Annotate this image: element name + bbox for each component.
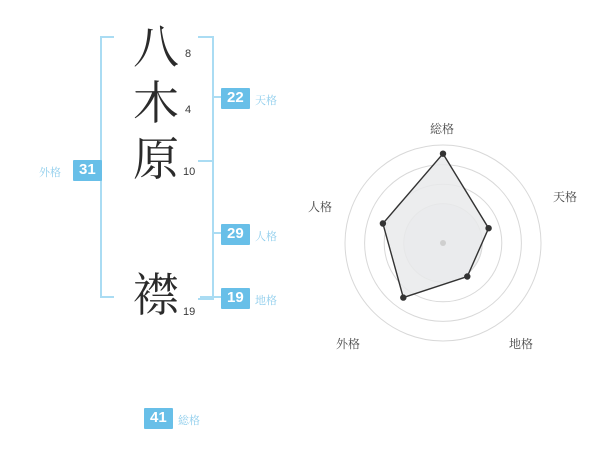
name-character-1: 八 xyxy=(133,20,179,74)
radar-axis-label-gaikaku: 外格 xyxy=(336,337,361,351)
stroke-count-2: 4 xyxy=(185,104,192,116)
tenkaku-bracket-top xyxy=(198,36,214,38)
name-character-3: 原 xyxy=(133,132,179,186)
stroke-count-3: 10 xyxy=(183,166,196,178)
name-character-4: 襟 xyxy=(133,268,179,322)
gaikaku-bracket-bottom xyxy=(100,296,114,298)
chikaku-value: 19 xyxy=(221,288,250,309)
radar-chart xyxy=(300,0,600,470)
name-character-2: 木 xyxy=(133,76,179,130)
jinkaku-bracket-top xyxy=(198,160,214,162)
stroke-count-4: 19 xyxy=(183,306,196,318)
radar-axis-label-chikaku: 地格 xyxy=(509,337,534,351)
radar-axis-label-soukaku: 総格 xyxy=(430,122,455,136)
tenkaku-bracket-vertical xyxy=(212,36,214,162)
name-kakusu-diagram xyxy=(0,0,300,470)
soukaku-label: 総格 xyxy=(178,415,200,427)
jinkaku-value: 29 xyxy=(221,224,250,245)
gaikaku-value: 31 xyxy=(73,160,102,181)
chikaku-label: 地格 xyxy=(255,295,277,307)
jinkaku-label: 人格 xyxy=(255,231,277,243)
radar-axis-label-jinkaku: 人格 xyxy=(308,200,333,214)
tenkaku-value: 22 xyxy=(221,88,250,109)
gaikaku-bracket-top xyxy=(100,36,114,38)
gaikaku-label: 外格 xyxy=(39,167,61,179)
radar-axis-label-tenkaku: 天格 xyxy=(553,190,578,204)
chikaku-bracket-tick xyxy=(200,296,222,298)
soukaku-value: 41 xyxy=(144,408,173,429)
stroke-count-1: 8 xyxy=(185,48,192,60)
jinkaku-bracket-vertical xyxy=(212,160,214,300)
radar-chart-svg xyxy=(300,0,600,470)
tenkaku-label: 天格 xyxy=(255,95,277,107)
jinkaku-bracket-bottom xyxy=(198,298,214,300)
